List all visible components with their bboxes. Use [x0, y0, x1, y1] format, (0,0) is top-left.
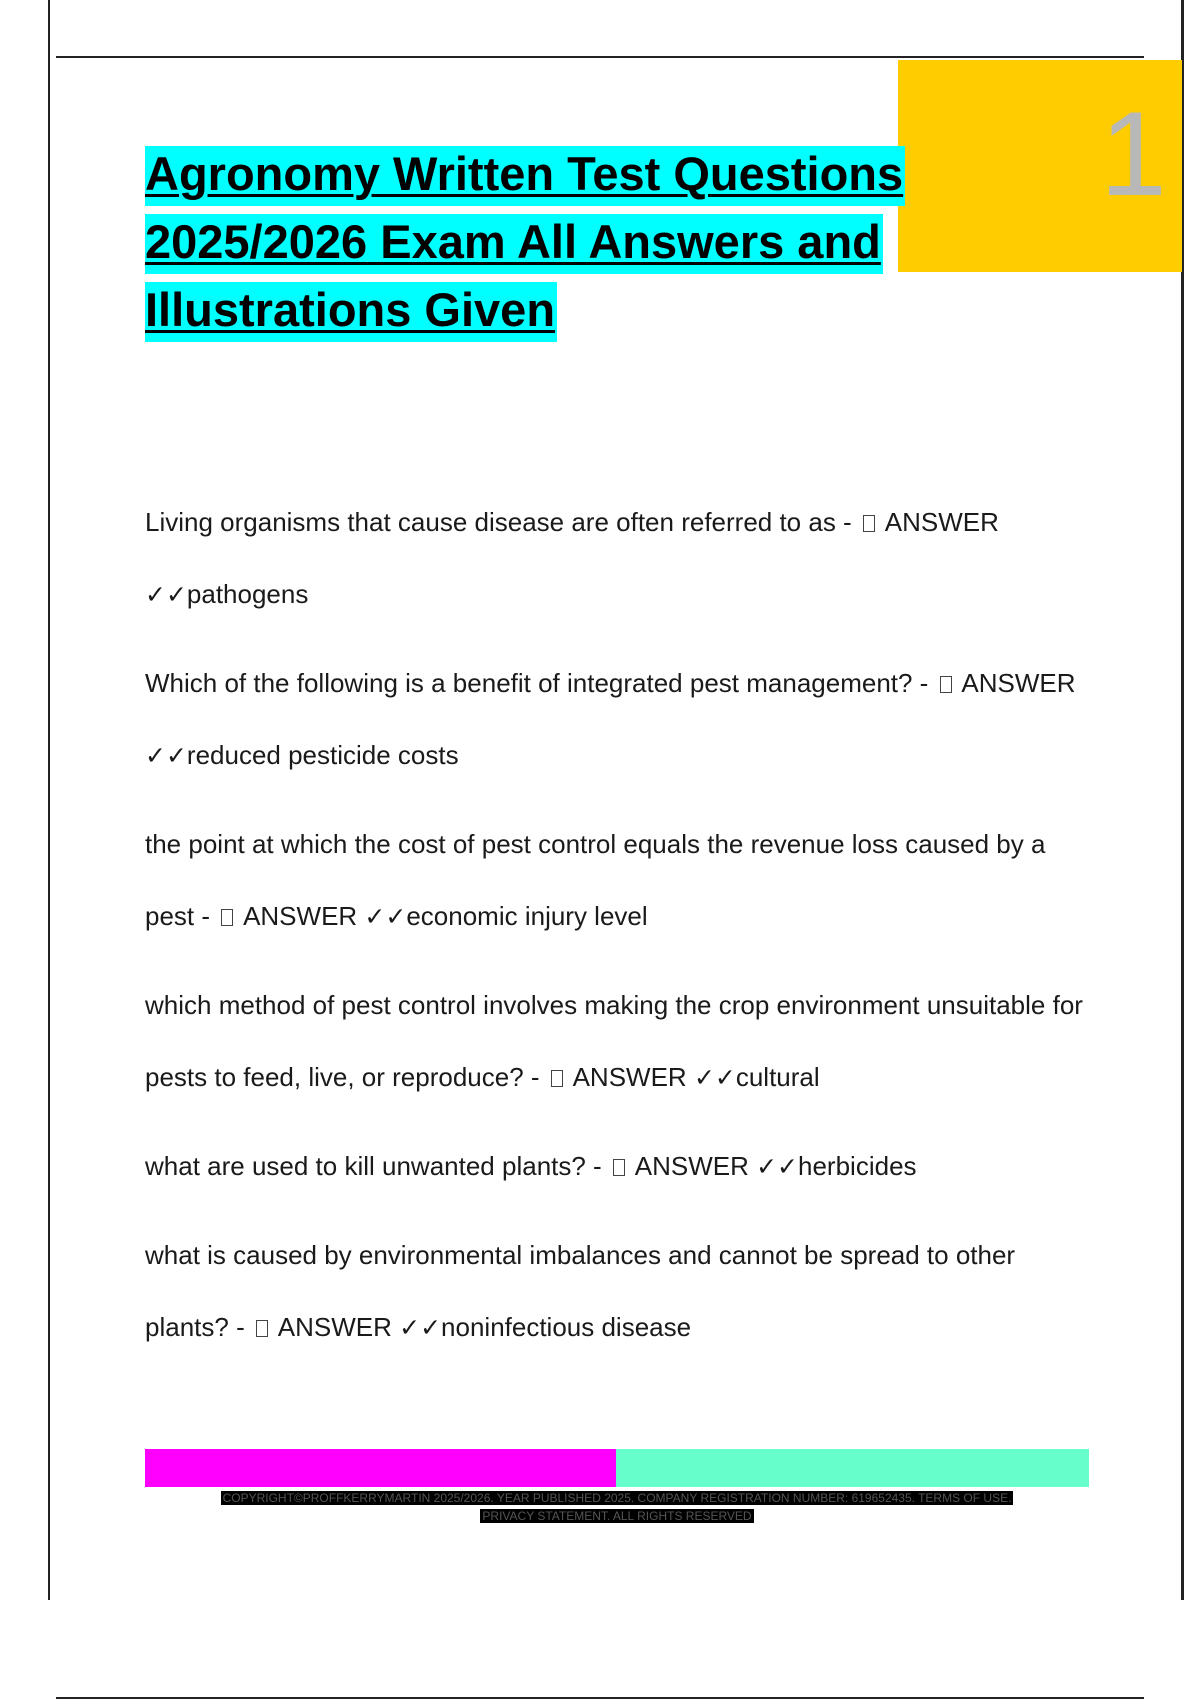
question-text: which method of pest control involves making the crop environment unsuitable for pests to feed, live, or reproduce? -	[145, 990, 1083, 1092]
qa-item-1	[145, 486, 1095, 631]
answer-label: ANSWER	[961, 668, 1076, 698]
question-text: what are used to kill unwanted plants? -	[145, 1151, 602, 1181]
page-border-left	[48, 0, 50, 1600]
question-text: the point at which the cost of pest control equals the revenue loss caused by a pest -	[145, 829, 1046, 931]
title-line-3: Illustrations Given	[145, 282, 557, 342]
answer-text: economic injury level	[406, 901, 648, 931]
answer-label: ANSWER	[572, 1062, 687, 1092]
bottom-rule	[56, 1697, 1144, 1699]
answer-text: reduced pesticide costs	[186, 740, 459, 770]
double-check-icon: ✓✓	[399, 1313, 442, 1342]
title-line-1: Agronomy Written Test Questions	[145, 146, 905, 206]
double-check-icon: ✓✓	[756, 1152, 799, 1181]
copyright-notice	[145, 1489, 1089, 1525]
answer-label: ANSWER	[277, 1312, 392, 1342]
missing-glyph-icon	[256, 1320, 268, 1337]
double-check-icon: ✓✓	[145, 580, 187, 609]
title-line-2: 2025/2026 Exam All Answers and	[145, 214, 883, 274]
answer-label: ANSWER	[634, 1151, 749, 1181]
footer-color-bar	[145, 1449, 1089, 1487]
qa-item-6	[145, 1219, 1095, 1364]
qa-item-2	[145, 647, 1095, 792]
header-rule	[56, 56, 1144, 58]
question-text: Living organisms that cause disease are often referred to as -	[145, 507, 852, 537]
missing-glyph-icon	[221, 909, 233, 926]
missing-glyph-icon	[940, 676, 952, 693]
question-text: what is caused by environmental imbalances and cannot be spread to other plants? -	[145, 1240, 1016, 1342]
document-title	[145, 146, 945, 350]
answer-text: herbicides	[798, 1151, 917, 1181]
double-check-icon: ✓✓	[364, 902, 407, 931]
missing-glyph-icon	[863, 515, 875, 532]
answer-label: ANSWER	[884, 507, 999, 537]
qa-item-3	[145, 808, 1095, 953]
answer-text: pathogens	[186, 579, 309, 609]
missing-glyph-icon	[613, 1159, 625, 1176]
answer-text: cultural	[735, 1062, 820, 1092]
footer-bar-aqua	[616, 1449, 1089, 1487]
qa-item-5	[145, 1130, 1095, 1203]
qa-item-4	[145, 969, 1095, 1114]
question-list	[145, 486, 1095, 1380]
footer-bar-magenta	[145, 1449, 616, 1487]
double-check-icon: ✓✓	[145, 741, 187, 770]
question-text: Which of the following is a benefit of integrated pest management? -	[145, 668, 929, 698]
missing-glyph-icon	[551, 1070, 563, 1087]
copyright-line-2: PRIVACY STATEMENT. ALL RIGHTS RESERVED	[482, 1509, 752, 1523]
answer-label: ANSWER	[243, 901, 358, 931]
copyright-line-1: COPYRIGHT©PROFFKERRYMARTIN 2025/2026. YEAR PUBLISHED 2025. COMPANY REGISTRATION NUMBER: 619652435. TERMS OF USE.	[222, 1491, 1012, 1505]
double-check-icon: ✓✓	[693, 1063, 736, 1092]
answer-text: noninfectious disease	[441, 1312, 692, 1342]
page-number: 1	[1100, 87, 1163, 221]
